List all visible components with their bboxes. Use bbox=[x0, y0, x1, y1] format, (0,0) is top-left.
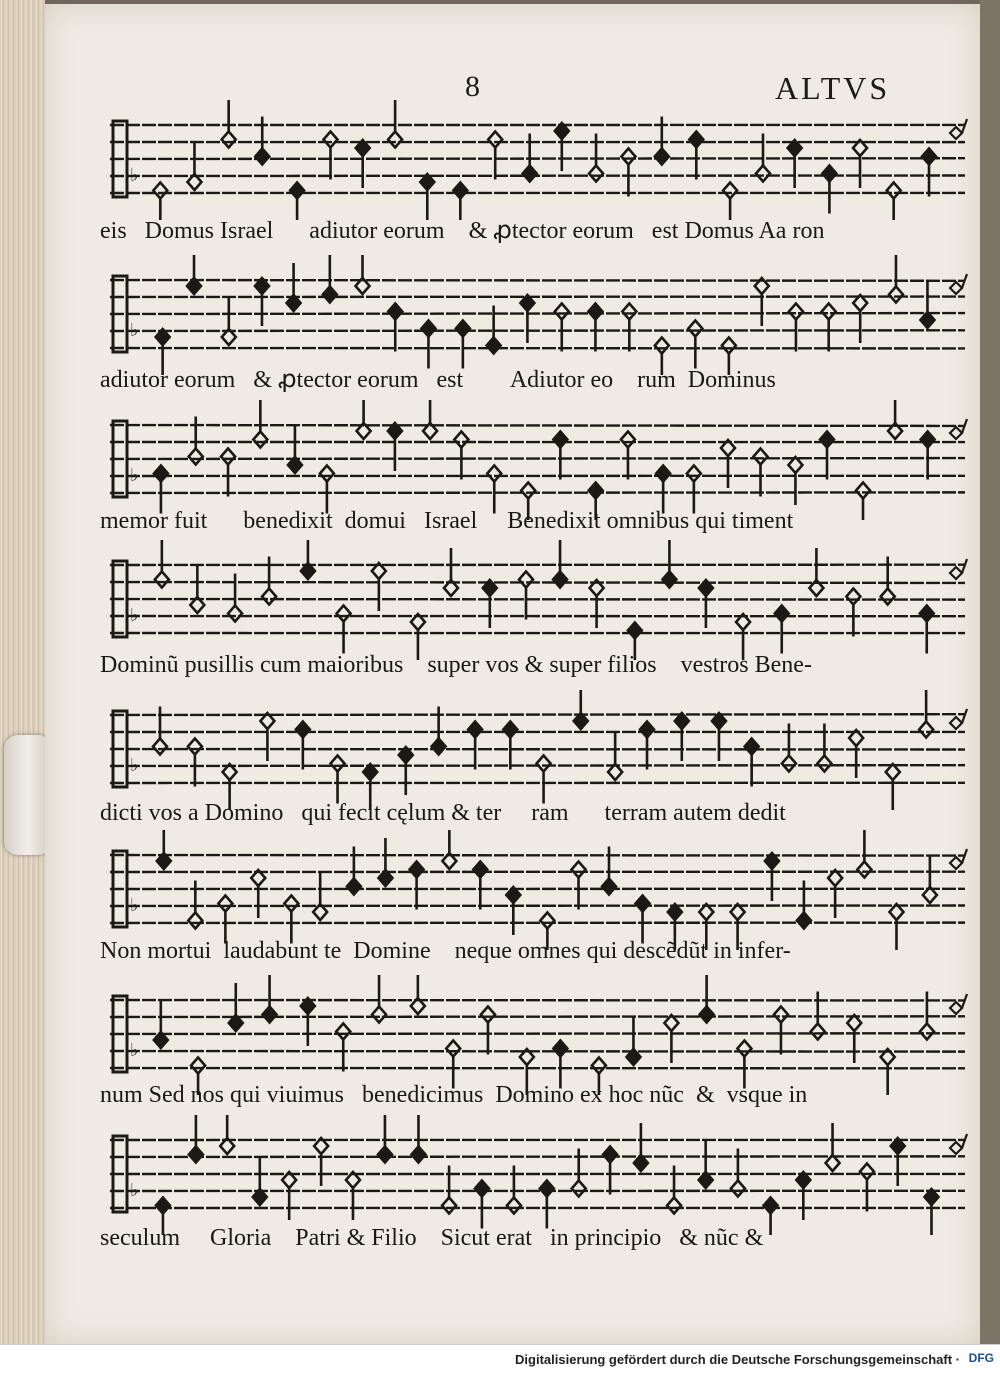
note-head bbox=[453, 183, 467, 199]
custos bbox=[950, 559, 967, 579]
folio-number: 8 bbox=[465, 70, 480, 104]
staff-line bbox=[110, 714, 965, 715]
staff-line bbox=[110, 492, 965, 493]
note-head bbox=[822, 304, 836, 320]
note-head bbox=[481, 1007, 495, 1023]
note-head bbox=[473, 862, 487, 878]
note-head bbox=[921, 432, 935, 448]
note-head bbox=[487, 338, 501, 354]
note-head bbox=[191, 1058, 205, 1074]
note-head bbox=[572, 1181, 586, 1197]
note-head bbox=[655, 149, 669, 165]
note-head bbox=[468, 722, 482, 738]
note-head bbox=[155, 572, 169, 588]
lyric-line-6: Non mortui laudabunt te Domine neque omnes qui descẽdũt in infer- bbox=[100, 938, 970, 980]
note-head bbox=[589, 166, 603, 182]
note-head bbox=[253, 432, 267, 448]
note-head bbox=[920, 606, 934, 622]
note-head bbox=[154, 466, 168, 482]
note-head bbox=[723, 183, 737, 199]
note-head bbox=[602, 879, 616, 895]
note-head bbox=[920, 1024, 934, 1040]
note-head bbox=[487, 466, 501, 482]
lyric-line-7: num Sed nos qui viuimus benedicimus Domino ex hoc nũc & vsque in bbox=[100, 1082, 970, 1124]
note-head bbox=[189, 449, 203, 465]
staff-system-5 bbox=[105, 690, 970, 810]
note-head bbox=[920, 312, 934, 328]
note-head bbox=[442, 1198, 456, 1214]
staff-line bbox=[110, 1033, 965, 1034]
staff-line bbox=[110, 158, 965, 159]
note-head bbox=[662, 572, 676, 588]
note-head bbox=[337, 606, 351, 622]
flat-sign: ♭ bbox=[130, 755, 139, 775]
lyric-line-4: Dominũ pusillis cum maioribus super vos & super filios vestros Bene- bbox=[100, 652, 970, 694]
note-head bbox=[640, 722, 654, 738]
note-head bbox=[410, 862, 424, 878]
note-head bbox=[503, 722, 517, 738]
note-head bbox=[519, 572, 533, 588]
flat-sign: ♭ bbox=[130, 165, 139, 185]
note-head bbox=[475, 1181, 489, 1197]
staff-system-3 bbox=[105, 400, 970, 520]
note-head bbox=[603, 1147, 617, 1163]
note-head bbox=[284, 896, 298, 912]
custos bbox=[950, 994, 967, 1014]
note-head bbox=[189, 1147, 203, 1163]
custos bbox=[950, 119, 967, 139]
note-head bbox=[722, 338, 736, 354]
note-head bbox=[782, 756, 796, 772]
staff-line bbox=[110, 330, 965, 331]
note-head bbox=[553, 572, 567, 588]
staff-system-8 bbox=[105, 1115, 970, 1235]
staff-line bbox=[110, 855, 965, 856]
custos bbox=[950, 1134, 967, 1154]
custos bbox=[950, 849, 967, 869]
note-head bbox=[811, 1024, 825, 1040]
note-head bbox=[817, 756, 831, 772]
note-head bbox=[222, 132, 236, 148]
note-head bbox=[521, 483, 535, 499]
lyric-line-3: memor fuit benedixit domui Israel Benedixit omnibus qui timent bbox=[100, 508, 970, 550]
note-head bbox=[756, 166, 770, 182]
custos bbox=[950, 274, 967, 294]
lyric-line-1: eis Domus Israel adiutor eorum & ꝓtector eorum est Domus Aa ron bbox=[100, 216, 970, 258]
note-head bbox=[456, 321, 470, 337]
note-head bbox=[553, 1041, 567, 1057]
note-head bbox=[372, 1007, 386, 1023]
note-head bbox=[153, 183, 167, 199]
staff-line bbox=[110, 582, 965, 583]
staff-system-2 bbox=[105, 255, 970, 375]
note-head bbox=[881, 589, 895, 605]
note-head bbox=[589, 483, 603, 499]
note-head bbox=[789, 304, 803, 320]
note-head bbox=[621, 432, 635, 448]
lyric-line-2: adiutor eorum & ꝓtector eorum est Adiutor eo rum Dominus bbox=[100, 365, 970, 407]
note-head bbox=[347, 879, 361, 895]
note-head bbox=[555, 304, 569, 320]
note-head bbox=[221, 449, 235, 465]
note-head bbox=[540, 913, 554, 929]
note-head bbox=[388, 132, 402, 148]
note-head bbox=[188, 739, 202, 755]
note-head bbox=[507, 1198, 521, 1214]
note-head bbox=[621, 149, 635, 165]
flat-sign: ♭ bbox=[130, 320, 139, 340]
note-head bbox=[296, 722, 310, 738]
note-head bbox=[687, 466, 701, 482]
note-head bbox=[523, 166, 537, 182]
flat-sign: ♭ bbox=[130, 1180, 139, 1200]
lyric-line-5: dicti vos a Domino qui fecit cęlum & ter ram terram autem dedit bbox=[100, 800, 970, 842]
staff-system-7 bbox=[105, 975, 970, 1095]
note-head bbox=[540, 1181, 554, 1197]
note-head bbox=[446, 1041, 460, 1057]
note-head bbox=[919, 722, 933, 738]
note-head bbox=[857, 862, 871, 878]
note-head bbox=[667, 1198, 681, 1214]
note-head bbox=[689, 132, 703, 148]
note-head bbox=[188, 913, 202, 929]
note-head bbox=[454, 432, 468, 448]
note-head bbox=[820, 432, 834, 448]
flat-sign: ♭ bbox=[130, 1040, 139, 1060]
note-head bbox=[572, 862, 586, 878]
note-head bbox=[218, 896, 232, 912]
note-head bbox=[228, 606, 242, 622]
note-head bbox=[688, 321, 702, 337]
lyric-line-8: seculum Gloria Patri & Filio Sicut erat in principio & nũc & bbox=[100, 1225, 970, 1267]
flat-sign: ♭ bbox=[130, 605, 139, 625]
footer-bar bbox=[0, 1344, 1000, 1375]
custos bbox=[950, 709, 967, 729]
note-head bbox=[656, 466, 670, 482]
staff-system-6 bbox=[105, 830, 970, 950]
note-head bbox=[378, 1147, 392, 1163]
note-head bbox=[753, 449, 767, 465]
note-head bbox=[421, 321, 435, 337]
note-head bbox=[290, 183, 304, 199]
note-head bbox=[700, 1007, 714, 1023]
note-head bbox=[588, 304, 602, 320]
note-head bbox=[860, 1164, 874, 1180]
page-right-edge bbox=[980, 0, 1000, 1374]
note-head bbox=[655, 338, 669, 354]
note-head bbox=[797, 913, 811, 929]
note-head bbox=[745, 739, 759, 755]
note-head bbox=[323, 287, 337, 303]
staff-system-4 bbox=[105, 540, 970, 660]
note-head bbox=[388, 304, 402, 320]
note-head bbox=[822, 166, 836, 182]
note-head bbox=[262, 589, 276, 605]
staff-line bbox=[110, 458, 965, 459]
note-head bbox=[320, 466, 334, 482]
custos bbox=[950, 419, 967, 439]
note-head bbox=[537, 756, 551, 772]
note-head bbox=[156, 1198, 170, 1214]
book-fore-edge bbox=[0, 0, 45, 1374]
staff-line bbox=[110, 313, 965, 314]
note-head bbox=[636, 896, 650, 912]
note-head bbox=[887, 183, 901, 199]
note-head bbox=[889, 287, 903, 303]
note-head bbox=[737, 1041, 751, 1057]
note-head bbox=[553, 432, 567, 448]
note-head bbox=[255, 149, 269, 165]
voice-part-title: ALTVS bbox=[775, 70, 890, 107]
staff-line bbox=[110, 175, 965, 176]
note-head bbox=[488, 132, 502, 148]
staff-line bbox=[110, 749, 965, 750]
note-head bbox=[922, 149, 936, 165]
staff-line bbox=[110, 905, 965, 906]
dfg-logo: DFG bbox=[969, 1351, 994, 1365]
note-head bbox=[622, 304, 636, 320]
staff-line bbox=[110, 425, 965, 426]
note-head bbox=[432, 739, 446, 755]
note-head bbox=[856, 483, 870, 499]
note-head bbox=[764, 1198, 778, 1214]
staff-line bbox=[110, 1051, 965, 1052]
funding-note: Digitalisierung gefördert durch die Deutsche Forschungsgemeinschaft · bbox=[515, 1352, 960, 1367]
note-head bbox=[336, 1024, 350, 1040]
note-head bbox=[775, 606, 789, 622]
note-head bbox=[263, 1007, 277, 1023]
note-head bbox=[592, 1058, 606, 1074]
note-head bbox=[153, 739, 167, 755]
staff-line bbox=[110, 599, 965, 600]
staff-line bbox=[110, 1156, 965, 1157]
note-head bbox=[628, 623, 642, 639]
flat-sign: ♭ bbox=[130, 895, 139, 915]
note-head bbox=[323, 132, 337, 148]
note-head bbox=[411, 1147, 425, 1163]
staff-system-1 bbox=[105, 100, 970, 220]
note-head bbox=[331, 756, 345, 772]
note-head bbox=[731, 1181, 745, 1197]
flat-sign: ♭ bbox=[130, 465, 139, 485]
staff-line bbox=[110, 280, 965, 281]
note-head bbox=[846, 589, 860, 605]
note-head bbox=[774, 1007, 788, 1023]
